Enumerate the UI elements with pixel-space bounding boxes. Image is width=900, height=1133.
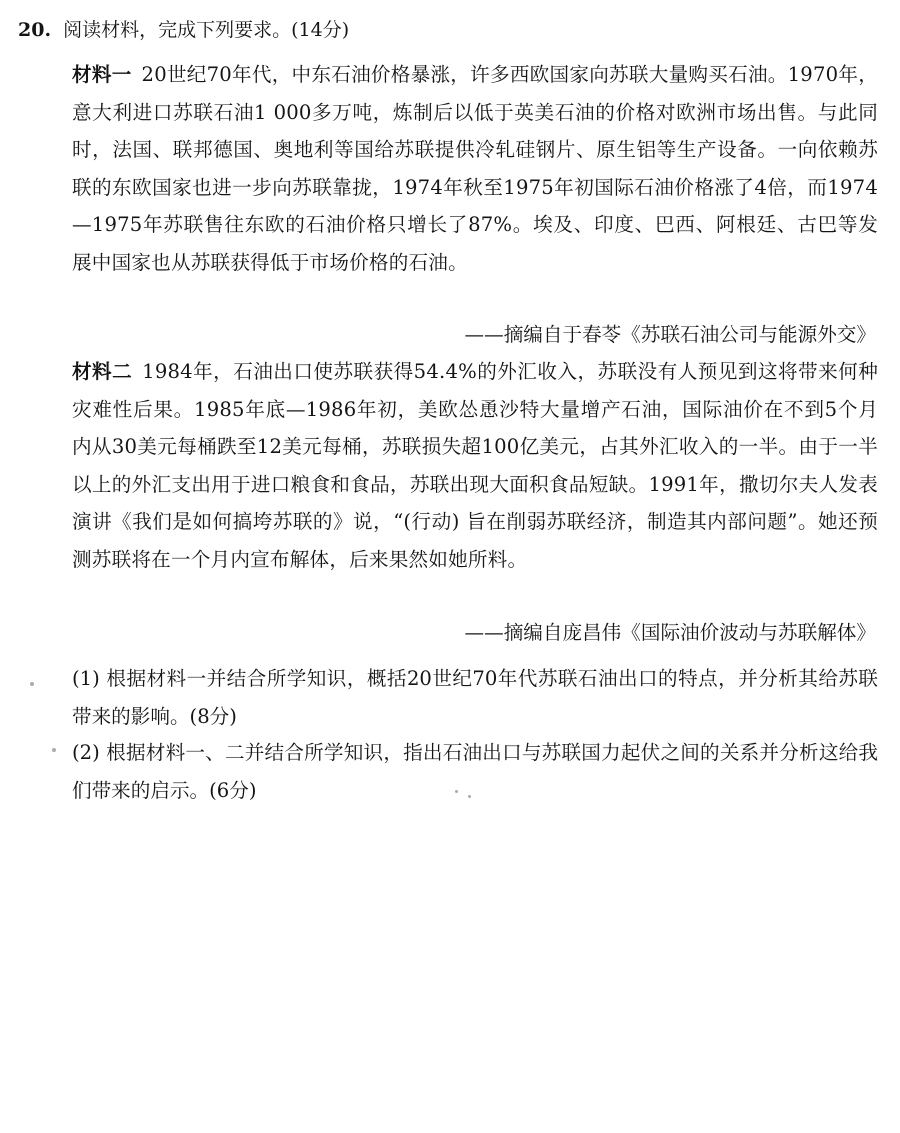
material-1-label: 材料一 xyxy=(72,63,132,86)
material-1-text: 20世纪70年代，中东石油价格暴涨，许多西欧国家向苏联大量购买石油。1970年，意大利进口苏联石油1 000多万吨，炼制后以低于英美石油的价格对欧洲市场出售。与此同时，法国、联邦德国、奥地利等国给苏联提供冷轧硅钢片、原生铝等生产设备。一向依赖苏联的东欧国家也进一步向苏联靠拢，1974年秋至1975年初国际石油价格涨了4倍，而1974—1975年苏联售往东欧的石油价格只增长了87%。埃及、印度、巴西、阿根廷、古巴等发展中国家也从苏联获得低于市场价格的石油。 xyxy=(72,63,878,274)
material-1-source: ——摘编自于春苓《苏联石油公司与能源外交》 xyxy=(464,323,876,346)
material-2-text: 1984年，石油出口使苏联获得54.4%的外汇收入，苏联没有人预见到这将带来何种灾难性后果。1985年底—1986年初，美欧怂恿沙特大量增产石油，国际油价在不到5个月内从30美元每桶跌至12美元每桶，苏联损失超100亿美元，占其外汇收入的一半。由于一半以上的外汇支出用于进口粮食和食品，苏联出现大面积食品短缺。1991年，撒切尔夫人发表演讲《我们是如何搞垮苏联的》说，“(行动) 旨在削弱苏联经济，制造其内部问题”。她还预测苏联将在一个月内宣布解体，后来果然如她所料。 xyxy=(72,360,879,571)
scan-speck xyxy=(30,682,34,686)
scan-speck xyxy=(455,790,458,793)
material-1-paragraph xyxy=(72,56,878,281)
material-2-paragraph xyxy=(72,353,878,578)
material-2-label: 材料二 xyxy=(72,360,133,383)
scan-speck xyxy=(52,748,56,752)
sub-question-1: (1) 根据材料一并结合所学知识，概括20世纪70年代苏联石油出口的特点，并分析其给苏联带来的影响。(8分) xyxy=(72,667,878,728)
scan-speck xyxy=(468,795,471,798)
sub-question-2: (2) 根据材料一、二并结合所学知识，指出石油出口与苏联国力起伏之间的关系并分析这给我们带来的启示。(6分) xyxy=(72,741,878,802)
question-prompt: 阅读材料，完成下列要求。(14分) xyxy=(63,19,350,41)
question-number: 20. xyxy=(18,19,52,41)
question-header xyxy=(18,14,349,46)
material-2-source: ——摘编自庞昌伟《国际油价波动与苏联解体》 xyxy=(464,621,876,644)
